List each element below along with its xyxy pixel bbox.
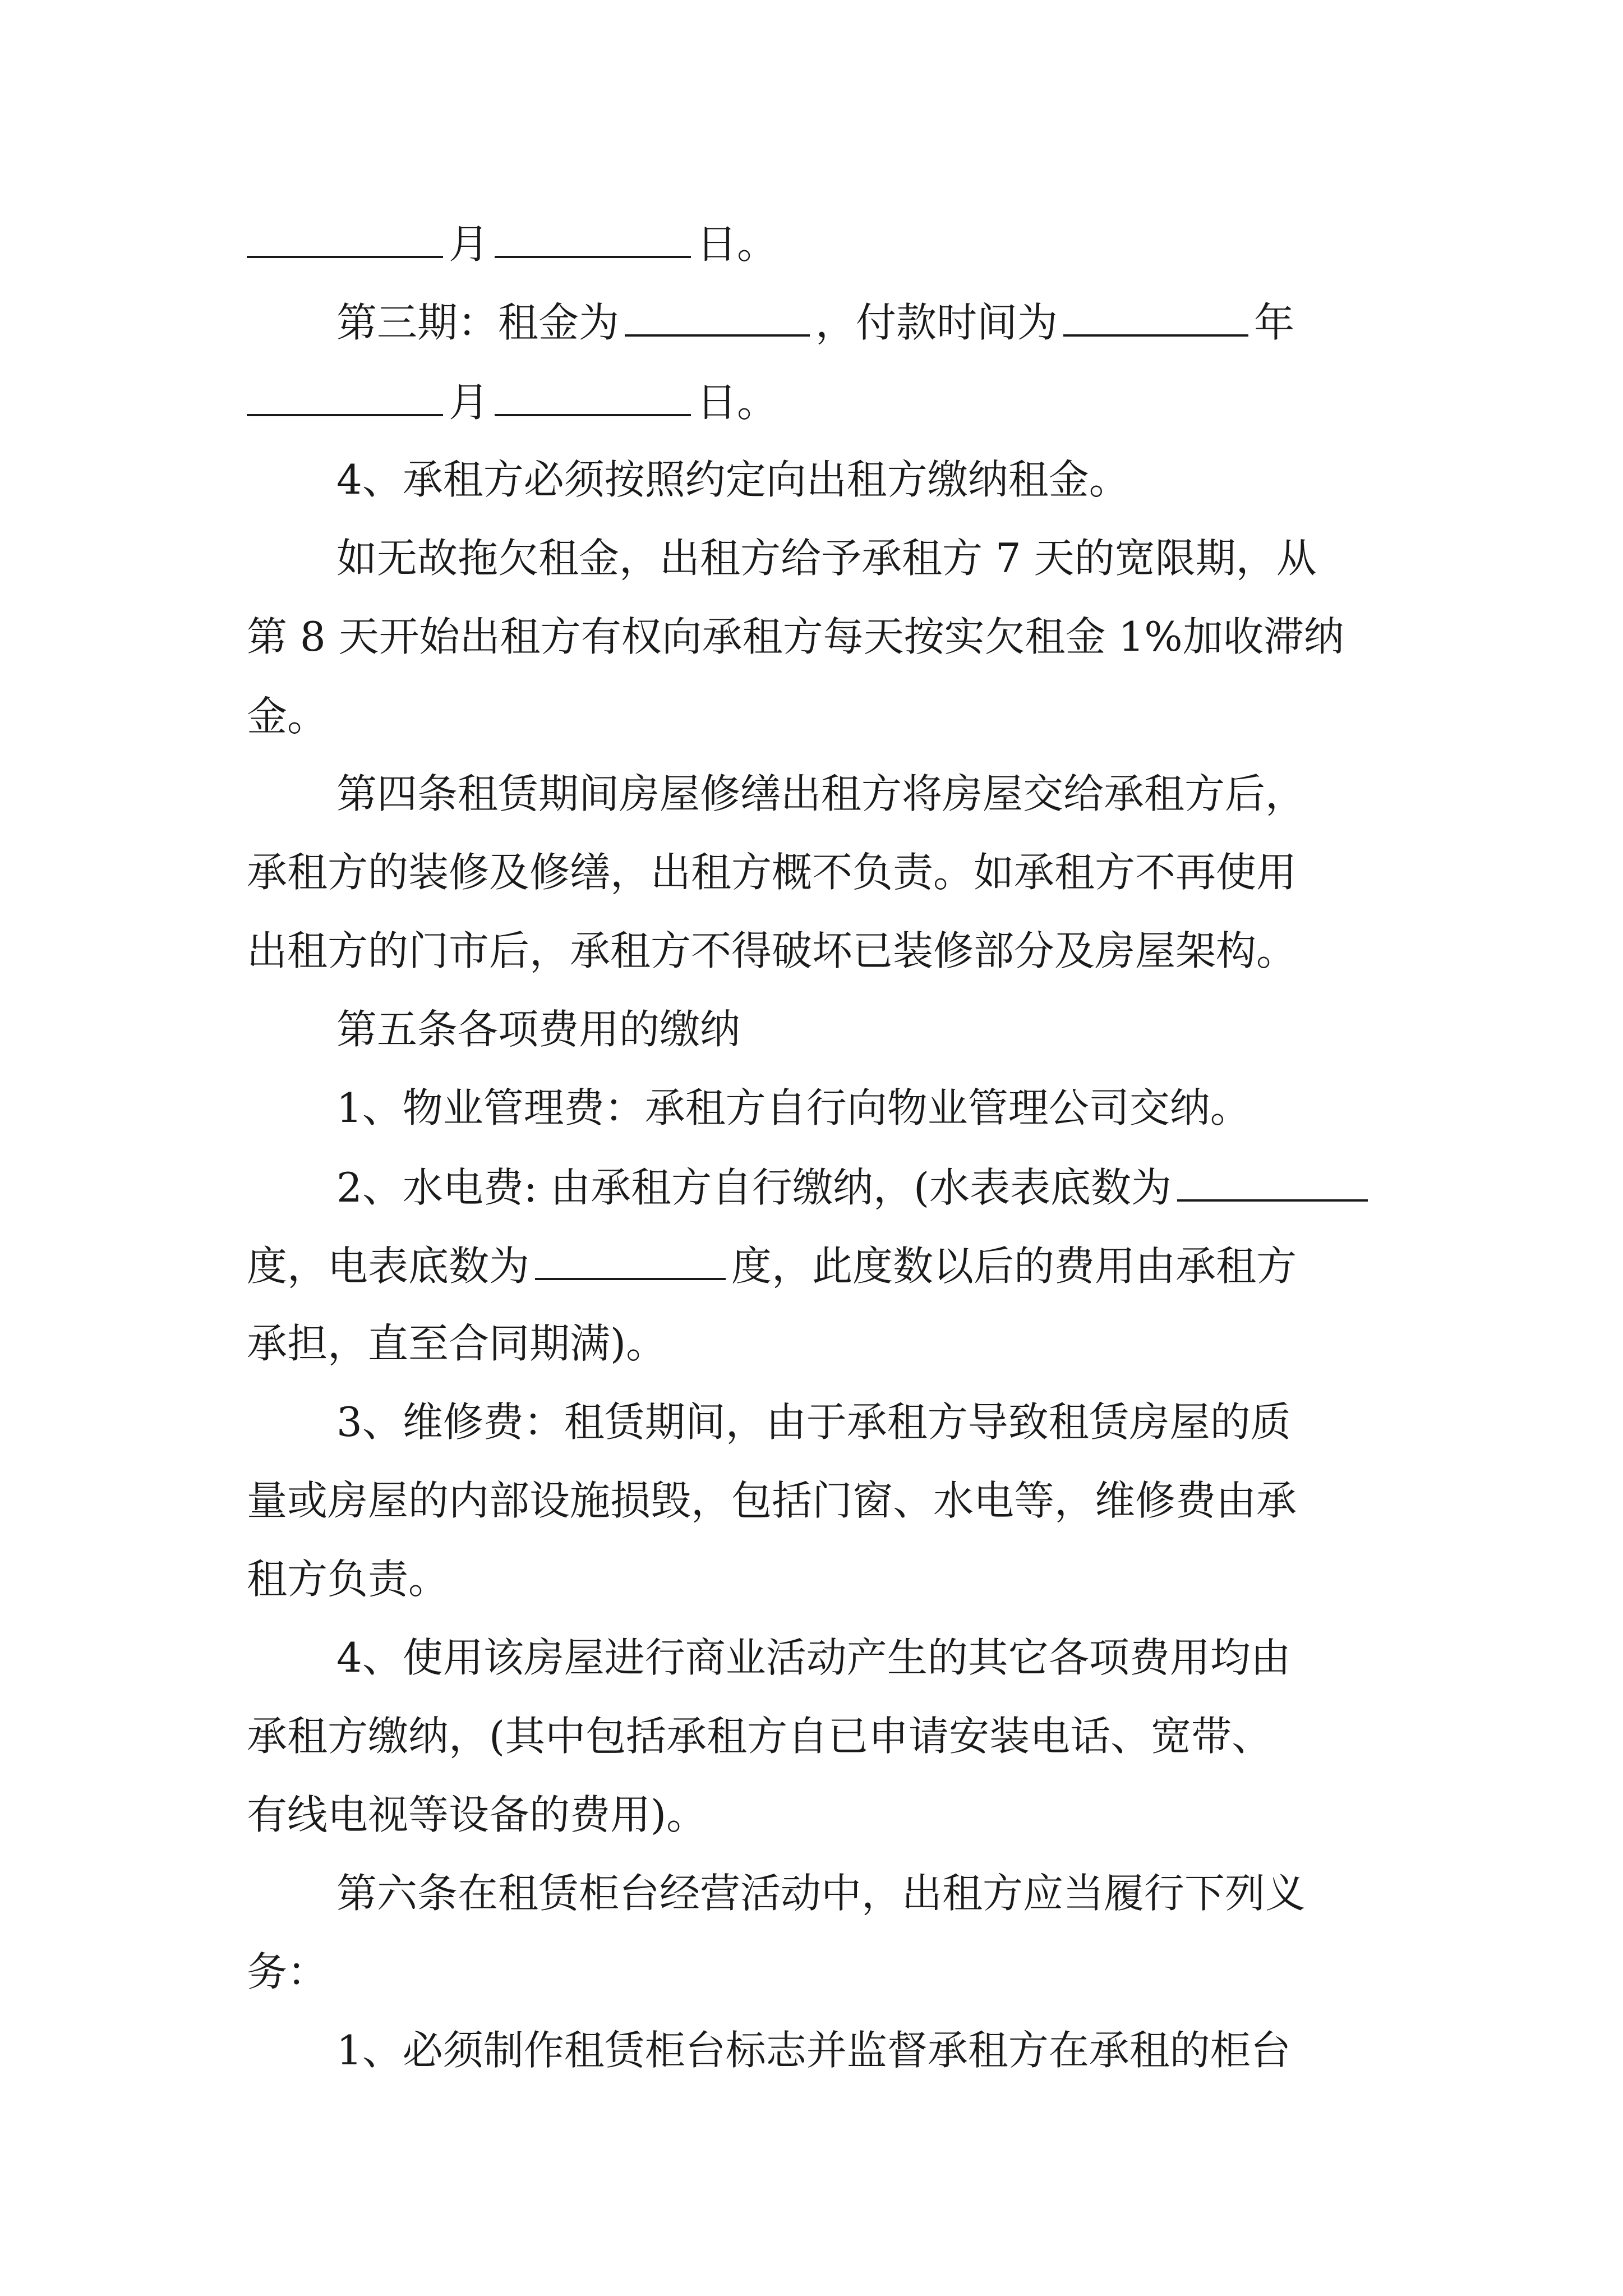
text-line: 第 8 天开始出租方有权向承租方每天按实欠租金 1%加收滞纳 bbox=[247, 613, 1344, 660]
text-segment: ，付款时间为 bbox=[815, 299, 1058, 346]
text-line: 第四条租赁期间房屋修缮出租方将房屋交给承租方后， bbox=[336, 770, 1306, 817]
text-line bbox=[247, 370, 1374, 432]
text-line: 4、承租方必须按照约定向出租方缴纳租金。 bbox=[336, 456, 1129, 503]
text-line: 承租方的装修及修缮，出租方概不负责。如承租方不再使用 bbox=[247, 849, 1297, 896]
blank-field bbox=[625, 291, 810, 337]
text-line: 1、物业管理费：承租方自行向物业管理公司交纳。 bbox=[336, 1084, 1251, 1131]
text-line: 租方负责。 bbox=[247, 1556, 449, 1603]
text-segment: 月 bbox=[449, 379, 490, 426]
text-line: 4、使用该房屋进行商业活动产生的其它各项费用均由 bbox=[336, 1634, 1291, 1681]
blank-field bbox=[535, 1234, 726, 1280]
blank-field bbox=[247, 370, 443, 416]
text-line: 金。 bbox=[247, 693, 328, 740]
text-segment: 年 bbox=[1254, 299, 1295, 346]
text-line bbox=[247, 291, 1374, 352]
text-segment: 月 bbox=[449, 220, 490, 268]
text-segment: 2、水电费: 由承租方自行缴纳，(水表表底数为 bbox=[336, 1164, 1172, 1211]
blank-field bbox=[1063, 291, 1248, 337]
text-line: 出租方的门市后，承租方不得破坏已装修部分及房屋架构。 bbox=[247, 927, 1297, 974]
text-line: 1、必须制作租赁柜台标志并监督承租方在承租的柜台 bbox=[336, 2027, 1291, 2074]
text-line: 第六条在租赁柜台经营活动中，出租方应当履行下列义 bbox=[336, 1870, 1306, 1917]
text-segment: 日。 bbox=[697, 220, 778, 268]
text-line bbox=[247, 1234, 1374, 1296]
text-line: 承租方缴纳，(其中包括承租方自已申请安装电话、宽带、 bbox=[247, 1713, 1272, 1760]
text-line bbox=[247, 212, 1374, 274]
text-line: 量或房屋的内部设施损毁，包括门窗、水电等，维修费由承 bbox=[247, 1477, 1297, 1524]
text-line: 3、维修费：租赁期间，由于承租方导致租赁房屋的质 bbox=[336, 1398, 1291, 1446]
text-segment: 日。 bbox=[697, 379, 778, 426]
text-segment: 度，电表底数为 bbox=[247, 1243, 530, 1290]
blank-field bbox=[495, 370, 691, 416]
text-segment: 第三期：租金为 bbox=[336, 299, 620, 346]
text-line bbox=[247, 1156, 1374, 1217]
text-line: 第五条各项费用的缴纳 bbox=[336, 1006, 741, 1053]
text-line: 有线电视等设备的费用)。 bbox=[247, 1791, 707, 1838]
text-line: 承担，直至合同期满)。 bbox=[247, 1320, 667, 1367]
blank-field bbox=[247, 212, 443, 258]
text-segment: 度，此度数以后的费用由承租方 bbox=[731, 1243, 1297, 1290]
blank-field bbox=[495, 212, 691, 258]
blank-field bbox=[1177, 1156, 1368, 1202]
text-line: 如无故拖欠租金，出租方给予承租方 7 天的宽限期，从 bbox=[336, 535, 1317, 582]
text-line: 务： bbox=[247, 1948, 328, 1995]
